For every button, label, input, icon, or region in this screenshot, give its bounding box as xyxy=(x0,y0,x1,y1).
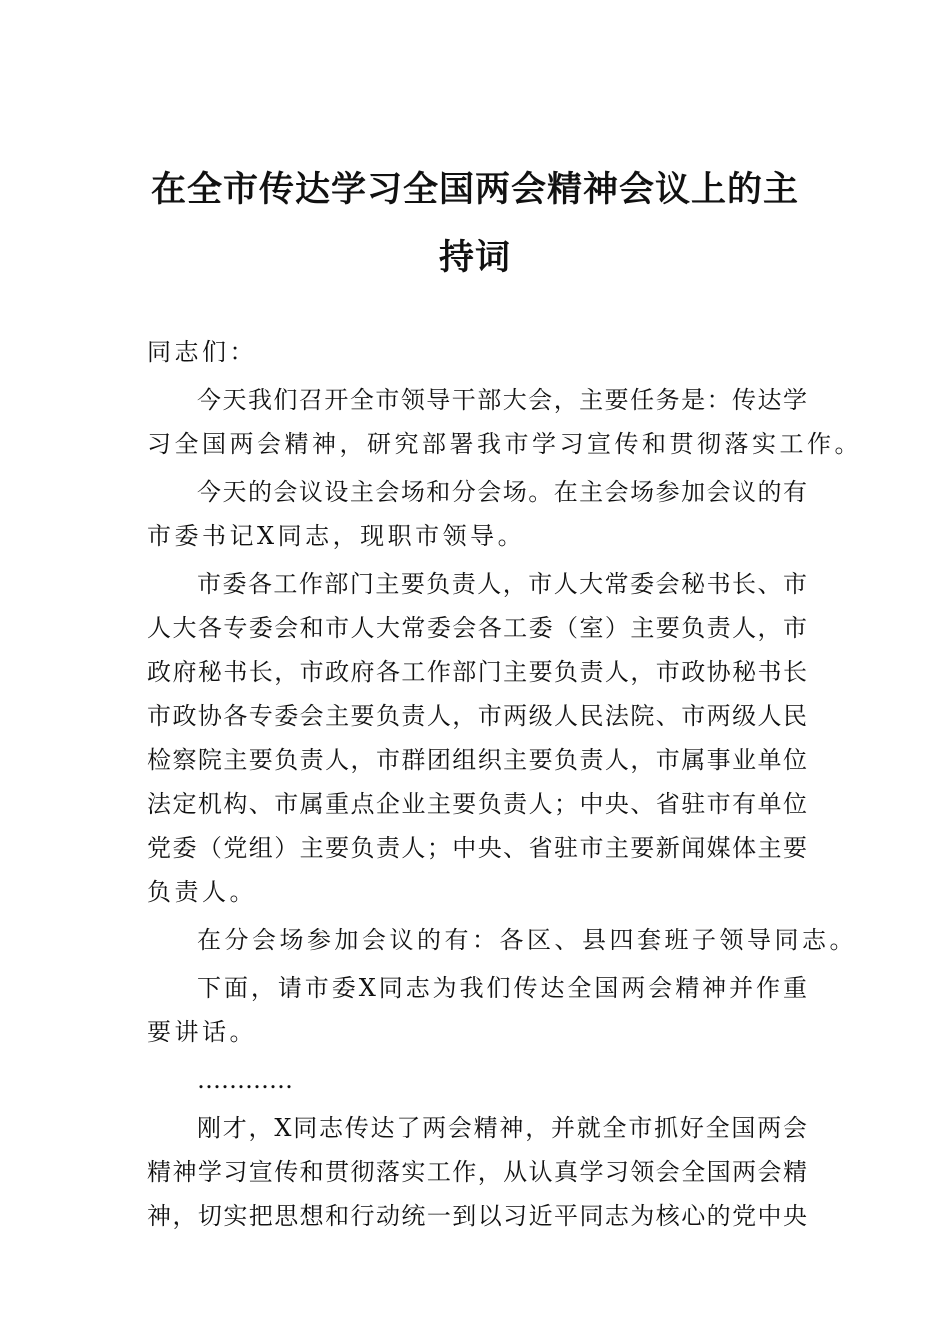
text-line: 今天的会议设主会场和分会场。在主会场参加会议的有 xyxy=(197,478,807,506)
paragraph xyxy=(147,378,862,466)
text-line: 政府秘书长，市政府各工作部门主要负责人，市政协秘书长 xyxy=(147,658,807,686)
text-line: 精神学习宣传和贯彻落实工作，从认真学习领会全国两会精 xyxy=(147,1158,807,1186)
text-line: 法定机构、市属重点企业主要负责人；中央、省驻市有单位 xyxy=(147,790,807,818)
paragraph xyxy=(147,1106,807,1238)
text-line: 习全国两会精神，研究部署我市学习宣传和贯彻落实工作。 xyxy=(147,430,862,458)
paragraph xyxy=(147,470,807,558)
text-line: 市政协各专委会主要负责人，市两级人民法院、市两级人民 xyxy=(147,702,807,730)
text-line: 检察院主要负责人，市群团组织主要负责人，市属事业单位 xyxy=(147,746,807,774)
paragraph xyxy=(147,918,857,962)
text-line: 市委书记X同志，现职市领导。 xyxy=(147,522,526,550)
text-line: 在分会场参加会议的有：各区、县四套班子领导同志。 xyxy=(197,926,857,954)
document-title-line-1: 在全市传达学习全国两会精神会议上的主 xyxy=(150,169,799,210)
text-line: 下面，请市委X同志为我们传达全国两会精神并作重 xyxy=(197,974,807,1002)
text-line: 刚才，X同志传达了两会精神，并就全市抓好全国两会 xyxy=(197,1114,807,1142)
text-line: ………… xyxy=(197,1066,293,1094)
paragraph xyxy=(147,330,807,374)
document-title-line-2: 持词 xyxy=(438,237,511,278)
paragraph xyxy=(147,966,807,1054)
paragraph xyxy=(147,562,807,914)
text-line: 负责人。 xyxy=(147,878,257,906)
text-line: 神，切实把思想和行动统一到以习近平同志为核心的党中央 xyxy=(147,1202,807,1230)
text-line: 党委（党组）主要负责人；中央、省驻市主要新闻媒体主要 xyxy=(147,834,807,862)
document-body xyxy=(147,330,862,1242)
text-line: 人大各专委会和市人大常委会各工委（室）主要负责人，市 xyxy=(147,614,807,642)
text-line: 市委各工作部门主要负责人，市人大常委会秘书长、市 xyxy=(197,570,807,598)
paragraph xyxy=(147,1058,807,1102)
text-line: 同志们： xyxy=(147,338,257,366)
text-line: 今天我们召开全市领导干部大会，主要任务是：传达学 xyxy=(197,386,807,414)
text-line: 要讲话。 xyxy=(147,1018,257,1046)
